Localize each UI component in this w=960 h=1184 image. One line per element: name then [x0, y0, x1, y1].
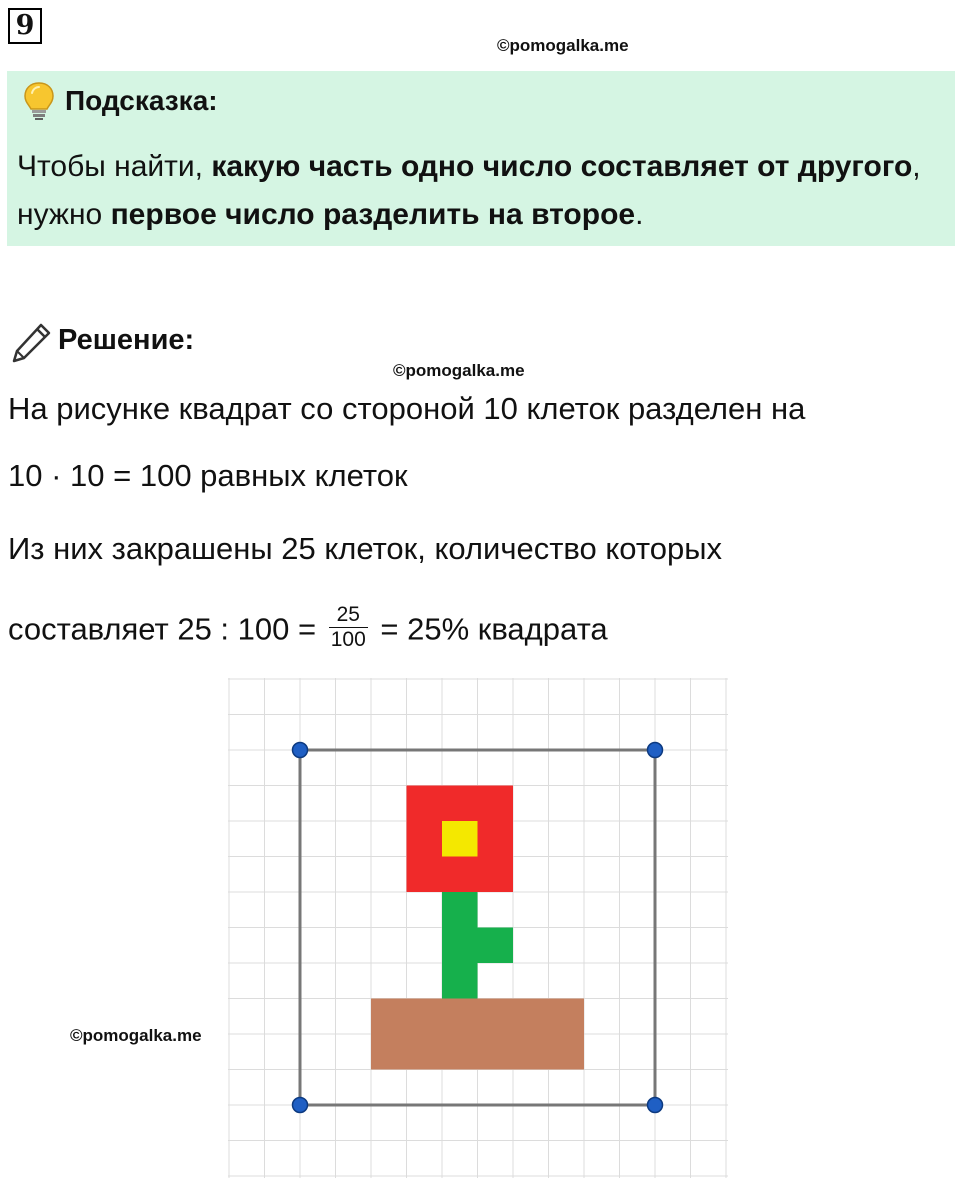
- pencil-icon: [10, 320, 54, 364]
- watermark: ©pomogalka.me: [393, 361, 525, 380]
- solution-text: составляет 25 : 100 =: [8, 611, 325, 647]
- lightbulb-icon: [22, 81, 56, 121]
- watermark: ©pomogalka.me: [497, 36, 629, 55]
- fraction-denominator: 100: [330, 628, 366, 651]
- leaf: [478, 928, 514, 964]
- solution-text: = 25% квадрата: [371, 611, 608, 647]
- fraction-numerator: 25: [329, 603, 368, 628]
- hint-text-bold: какую часть одно число составляет от другого: [211, 150, 913, 183]
- task-number: 9: [8, 8, 42, 44]
- vertex-point: [648, 743, 663, 758]
- watermark: ©pomogalka.me: [70, 1026, 202, 1045]
- stem: [442, 892, 478, 999]
- flower-center: [442, 821, 478, 857]
- hint-box: [7, 71, 955, 246]
- solution-line: На рисунке квадрат со стороной 10 клеток разделен на: [8, 391, 806, 426]
- hint-text-part: , нужно: [17, 150, 921, 231]
- hint-text-bold: первое число разделить на второе: [110, 198, 636, 231]
- hint-title: Подсказка:: [65, 85, 218, 116]
- hint-text-part: Чтобы найти,: [17, 150, 212, 183]
- solution-line: 10 · 10 = 100 равных клеток: [8, 458, 408, 493]
- vertex-point: [293, 1098, 308, 1113]
- vertex-point: [293, 743, 308, 758]
- fraction: [329, 603, 368, 652]
- solution-line: [8, 603, 608, 656]
- hint-text: [17, 143, 947, 239]
- solution-title: Решение:: [58, 324, 195, 356]
- hint-text-part: .: [635, 198, 644, 231]
- pot: [371, 999, 584, 1070]
- solution-line: Из них закрашены 25 клеток, количество которых: [8, 531, 722, 566]
- vertex-point: [648, 1098, 663, 1113]
- grid-figure: [228, 678, 730, 1180]
